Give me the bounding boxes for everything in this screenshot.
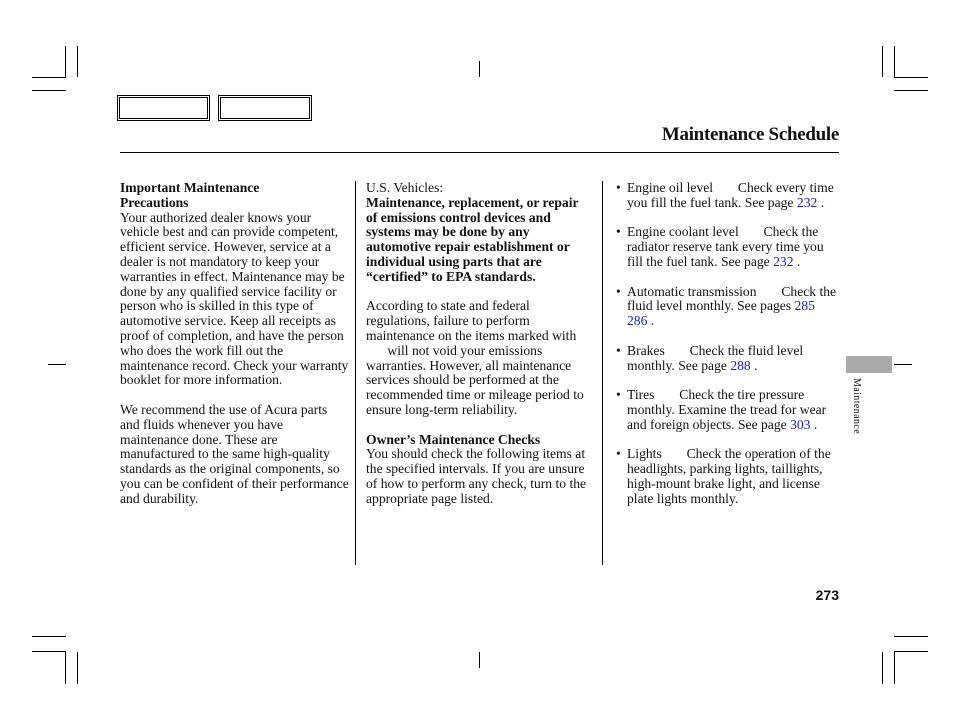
check-item-engine-oil: • Engine oil level Check every time you fill the fuel tank. See page 232 .	[616, 180, 834, 210]
us-vehicles-label: U.S. Vehicles:	[366, 180, 444, 195]
item-text: Check the radiator reserve tank every time you fill the fuel tank. See page	[627, 224, 824, 269]
nav-tab-box-2[interactable]	[218, 95, 312, 121]
item-name: Engine coolant level	[627, 224, 739, 240]
item-name: Lights	[627, 446, 662, 462]
item-name: Automatic transmission	[627, 283, 757, 299]
item-text: Check the operation of the headlights, parking lights, taillights, high-mount brake light, and license plate lights monthly.	[627, 446, 831, 506]
check-item-brakes: • Brakes Check the fluid level monthly. See page 288 .	[616, 342, 804, 373]
check-item-tires: • Tires Check the tire pressure monthly. Examine the tread for wear and foreign objects. See page 303 .	[616, 387, 827, 432]
bullet: •	[616, 446, 621, 462]
section-tab-label: Maintenance	[851, 378, 862, 435]
paragraph-regulations	[366, 299, 592, 417]
item-text: Check every time you fill the fuel tank. See page	[627, 180, 834, 210]
nav-tab-box-1[interactable]	[117, 95, 210, 121]
regulations-text-b: will not void your emissions warranties. However, all maintenance services should be performed at the recommended time or mileage period to ensure long-term reliability.	[366, 342, 584, 417]
bullet: •	[616, 342, 621, 358]
emissions-statement: Maintenance, replacement, or repair of emissions control devices and systems may be done by any automotive repair establishment or individual using parts that are “certified” to EPA standards.	[366, 194, 579, 284]
title-rule	[120, 152, 839, 153]
check-item-transmission: • Automatic transmission Check the fluid level monthly. See pages 285 286 .	[616, 283, 837, 329]
paragraph-owners-checks: You should check the following items at the specified intervals. If you are unsure of how to perform any check, turn to the appropriate page listed.	[366, 446, 587, 506]
item-text: Check the tire pressure monthly. Examine the tread for wear and foreign objects. See page	[627, 387, 827, 432]
item-text: Check the fluid level monthly. See pages	[627, 283, 837, 314]
section-heading-owners-checks: Owner’s Maintenance Checks	[366, 431, 541, 447]
page-link[interactable]: 288	[730, 357, 751, 373]
bullet: •	[616, 387, 621, 403]
item-text: Check the fluid level monthly. See page	[627, 342, 804, 373]
check-item-lights	[616, 447, 838, 506]
item-name: Tires	[627, 387, 655, 403]
page-link[interactable]: 303	[790, 416, 811, 432]
page-link[interactable]: 285	[794, 298, 815, 314]
section-tab-marker[interactable]	[846, 356, 892, 373]
item-name: Engine oil level	[627, 180, 714, 195]
middle-column	[366, 181, 592, 521]
section-heading-precautions: Important Maintenance Precautions	[120, 180, 260, 210]
page-number: 273	[815, 587, 839, 603]
left-column	[120, 181, 350, 521]
bullet: •	[616, 224, 621, 240]
item-name: Brakes	[627, 342, 665, 358]
bullet: •	[616, 283, 621, 299]
page-link[interactable]: 286	[627, 313, 648, 329]
bullet: •	[616, 180, 621, 195]
column-divider-2	[602, 181, 603, 565]
right-column	[616, 181, 838, 521]
column-divider-1	[355, 181, 356, 565]
page-link[interactable]: 232	[796, 194, 818, 210]
paragraph-dealer: Your authorized dealer knows your vehicle best and can provide competent, efficient service. However, service at a dealer is not mandatory to keep your warranties in effect. Maintenance may be done by any qualified service facility or person who is skilled in this type of automotive service. Keep all receipts as proof of completion, and have the person who does the work fill out the maintenance record. Check your warranty booklet for more information.	[120, 209, 349, 388]
page-title: Maintenance Schedule	[661, 124, 839, 145]
paragraph-acura-parts: We recommend the use of Acura parts and fluids whenever you have maintenance done. These are manufactured to the same high-quality standards as the original components, so you can be confident of their performance and durability.	[120, 401, 349, 506]
regulations-text-a: According to state and federal regulations, failure to perform maintenance on the items marked with	[366, 298, 577, 343]
page-link[interactable]: 232	[773, 253, 794, 269]
check-item-engine-coolant: • Engine coolant level Check the radiator reserve tank every time you fill the fuel tank. See page 232 .	[616, 224, 824, 269]
